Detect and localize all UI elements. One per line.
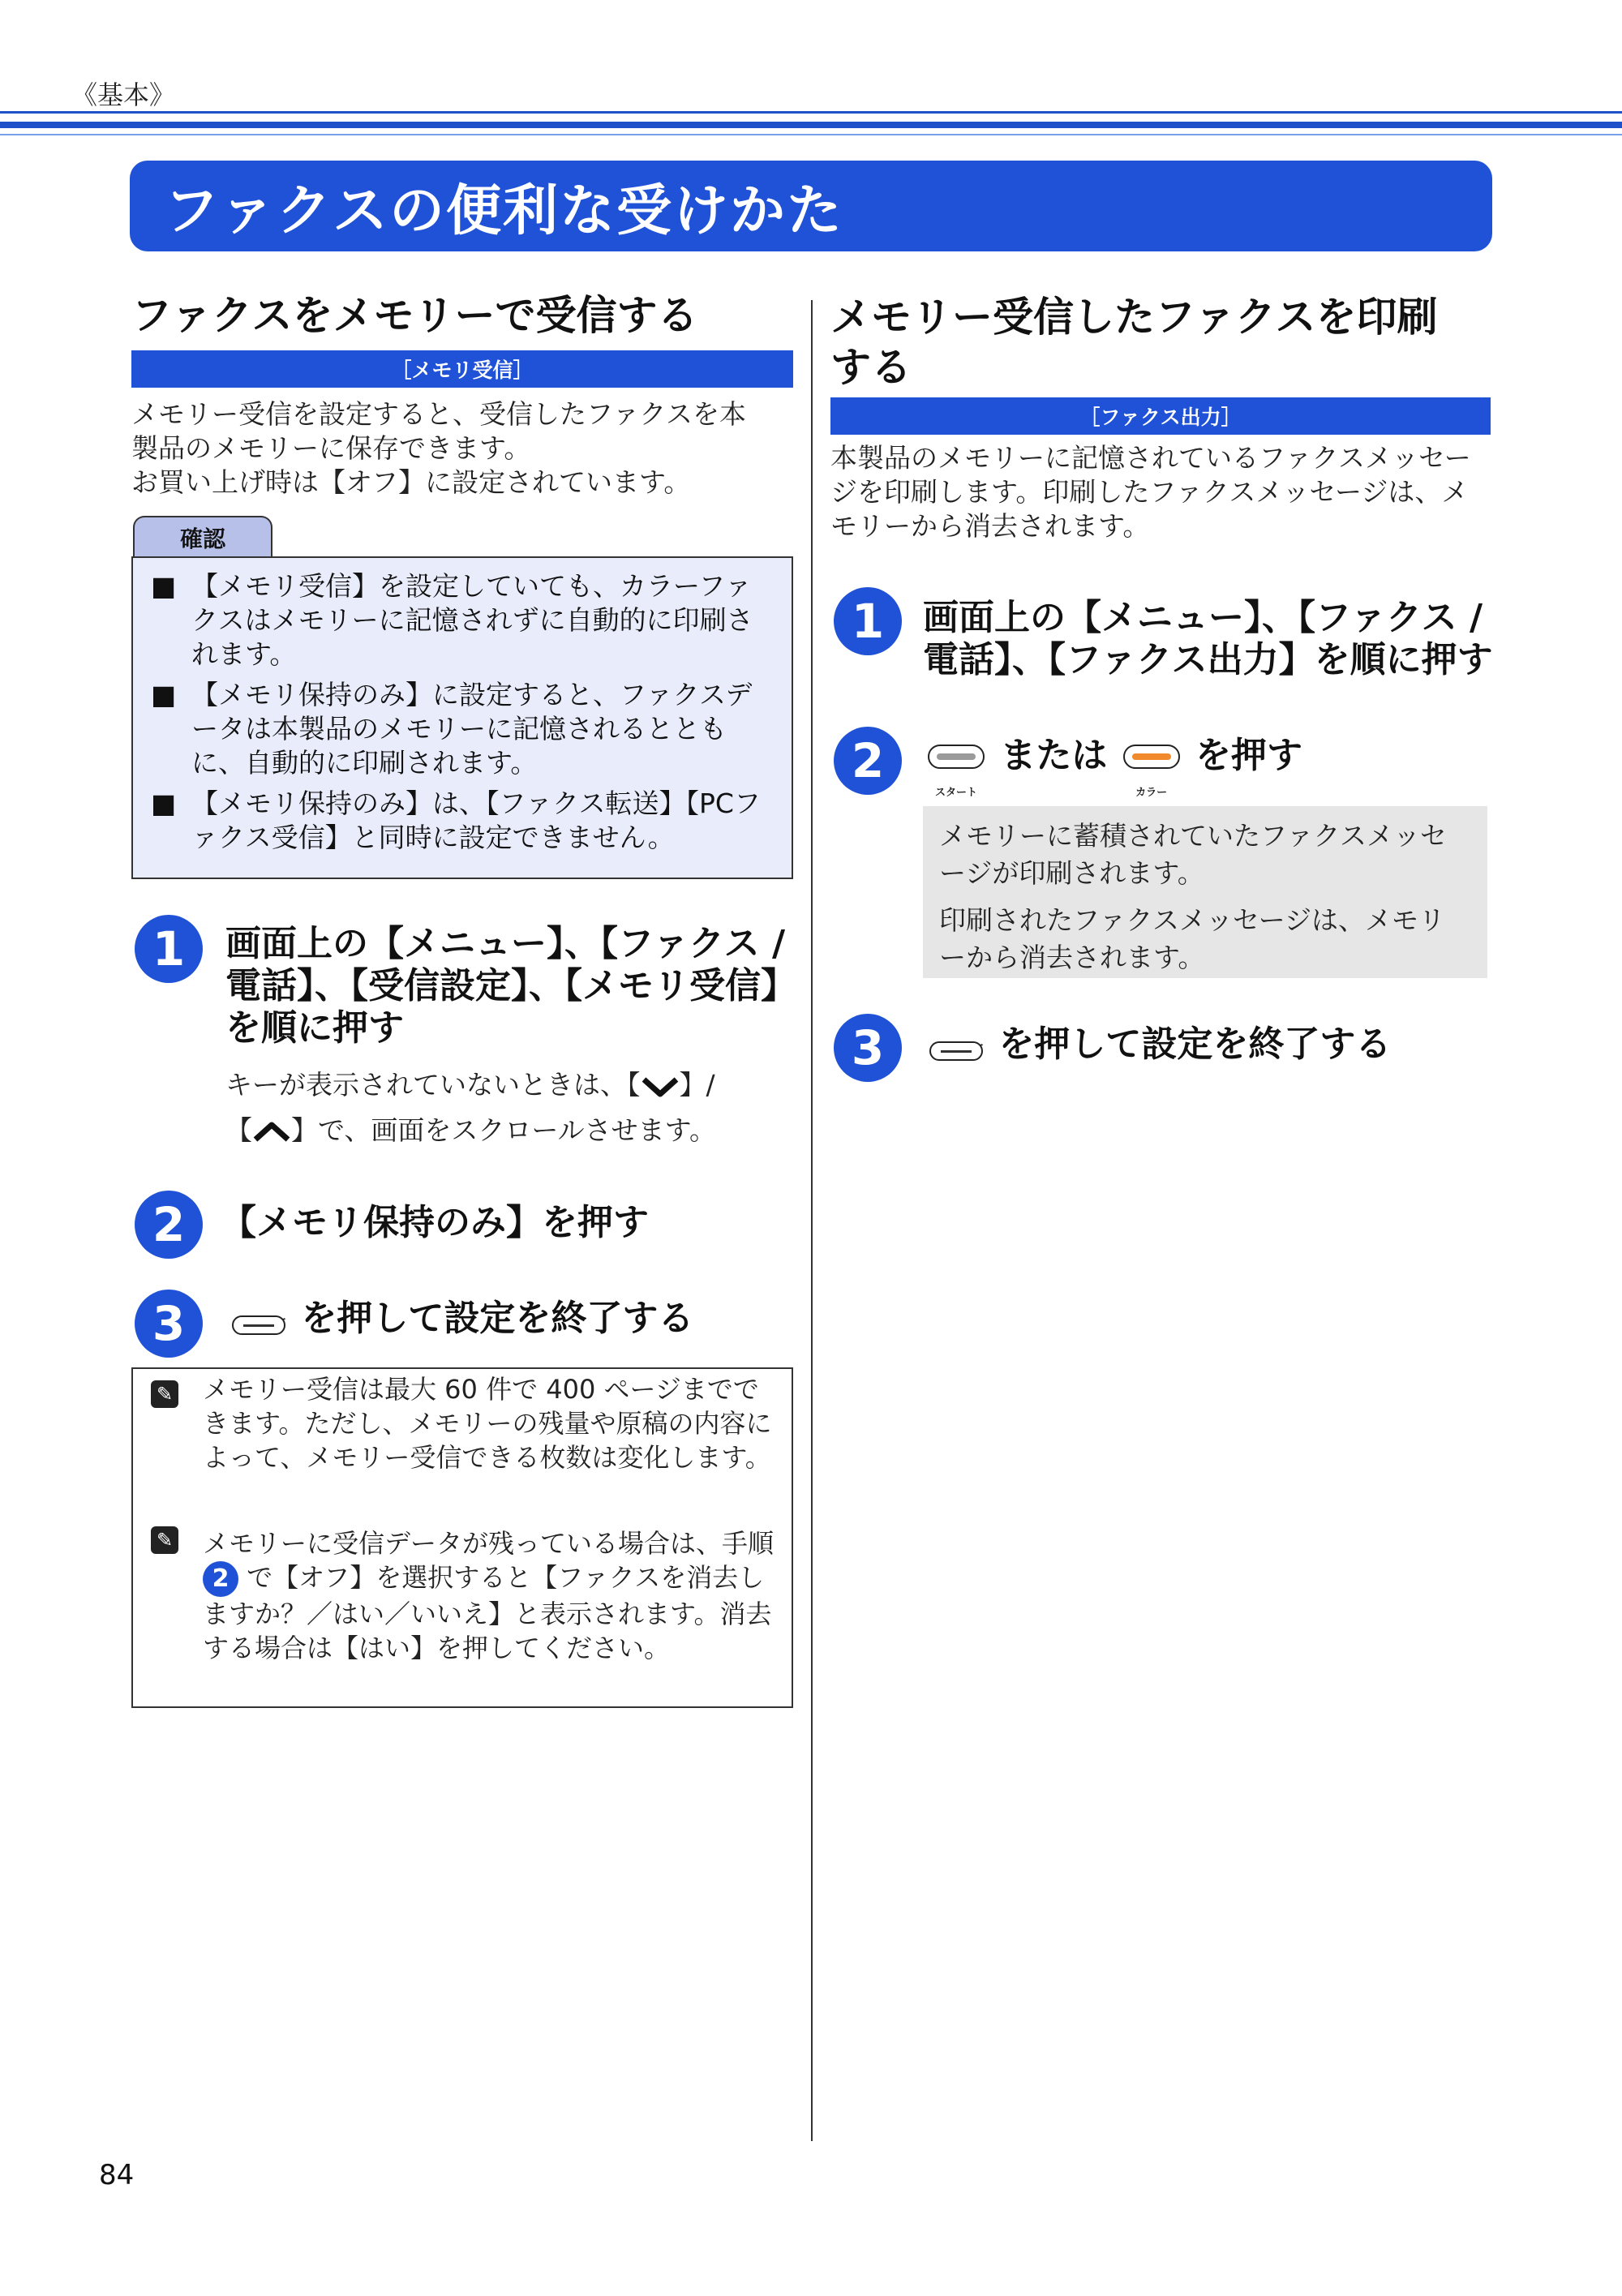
chevron-up-icon (252, 1120, 291, 1144)
confirm-item-text: 【メモリ保持のみ】は、【ファクス転送】【PCファクス受信】と同時に設定できません。 (191, 788, 761, 853)
color-key-caption-bottom: カラー (1135, 787, 1168, 799)
step-ref-2: 2 (203, 1561, 238, 1597)
mono-key-caption-bottom: スタート (934, 787, 977, 799)
step-1-text: 画面上の【メニュー】、【ファクス / 電話】、【受信設定】、【メモリ受信】を順に押す (225, 923, 786, 1049)
note-2-text-a: メモリーに受信データが残っている場合は、手順 (203, 1528, 775, 1559)
key-pill (929, 1041, 983, 1061)
header-rule-bottom (0, 134, 1622, 135)
breadcrumb: 《基本》 (71, 79, 176, 110)
heading-line: メモリー受信したファクスを印刷 (830, 294, 1438, 341)
page-title-bar (130, 161, 1492, 251)
header-rule-top (0, 111, 1622, 114)
page-number: 84 (99, 2159, 135, 2191)
key-pill (1123, 745, 1180, 769)
key-pill (928, 745, 985, 769)
note-2-text-b: で【オフ】を選択すると【ファクスを消去しますか？／はい／いいえ】と表示されます。消去する場合は【はい】を押してください。 (203, 1562, 772, 1663)
confirm-box (131, 556, 793, 879)
step-1-sub-b: 】/ (679, 1069, 715, 1101)
result-box (923, 806, 1487, 978)
step-number-2: 2 (834, 727, 902, 795)
step-number-3: 3 (834, 1014, 902, 1082)
confirm-item (151, 569, 775, 672)
confirm-item-text: 【メモリ受信】を設定していても、カラーファクスはメモリーに記憶されずに自動的に印刷されます。 (191, 570, 753, 670)
page-title: ファクスの便利な受けかた (164, 178, 843, 243)
bullet-square-icon: ■ (151, 570, 177, 602)
section-tag-memory-receive: ［メモリ受信］ (131, 350, 793, 388)
stop-exit-key-icon (928, 1029, 986, 1063)
intro-line: 製品のメモリーに保存できます。 (131, 432, 531, 464)
note-box (131, 1367, 793, 1708)
stop-exit-key-icon (230, 1303, 289, 1337)
right-step-3-row (928, 1024, 1495, 1066)
note-text-1: メモリー受信は最大 60 件で 400 ページまでできます。ただし、メモリーの残量や原稿の内容によって、メモリー受信できる枚数は変化します。 (203, 1374, 772, 1473)
confirm-item (151, 678, 775, 780)
step-1-sub-d: 】で、画面をスクロールさせます。 (291, 1114, 717, 1146)
confirm-item (151, 787, 775, 855)
right-step-3-text: を押して設定を終了する (998, 1024, 1392, 1065)
step-1-sub-a: キーが表示されていないときは、【 (225, 1069, 641, 1101)
result-line: 印刷されたファクスメッセージは、メモリーから消去されます。 (939, 904, 1446, 973)
color-start-key-icon (1120, 730, 1183, 799)
intro-text (131, 397, 796, 500)
right-step-1-text: 画面上の【メニュー】、【ファクス / 電話】、【ファクス出力】を順に押す (923, 597, 1493, 680)
step-number-2: 2 (135, 1191, 203, 1259)
pencil-note-icon: ✎ (151, 1380, 178, 1408)
section-heading-print-memory (830, 292, 1495, 393)
bullet-square-icon: ■ (151, 679, 177, 710)
right-intro-text: 本製品のメモリーに記憶されているファクスメッセージを印刷します。印刷したファクスメッセージは、メモリーから消去されます。 (830, 442, 1471, 542)
step-number-1: 1 (834, 587, 902, 655)
intro-line: メモリー受信を設定すると、受信したファクスを本 (131, 398, 747, 430)
bullet-square-icon: ■ (151, 788, 177, 819)
result-line: メモリーに蓄積されていたファクスメッセージが印刷されます。 (939, 820, 1448, 889)
mono-start-key-icon (925, 730, 988, 799)
key-bar (1132, 753, 1171, 760)
section-heading-memory-receive: ファクスをメモリーで受信する (131, 292, 698, 339)
confirm-tab: 確認 (133, 516, 272, 558)
key-pill (232, 1315, 285, 1335)
pencil-note-icon: ✎ (151, 1526, 178, 1554)
intro-line: お買い上げ時は【オフ】に設定されています。 (131, 466, 691, 498)
chevron-down-icon (641, 1075, 680, 1099)
column-divider (811, 300, 813, 2141)
right-step-2-mid: または (1000, 735, 1108, 776)
step-number-3: 3 (135, 1290, 203, 1358)
section-tag-fax-output: ［ファクス出力］ (830, 397, 1491, 435)
step-3-row (230, 1298, 798, 1340)
step-1-sub-c: 【 (225, 1114, 252, 1146)
step-2-text: 【メモリ保持のみ】を押す (221, 1202, 649, 1243)
key-bar (937, 753, 976, 760)
heading-line: する (830, 344, 912, 391)
confirm-item-text: 【メモリ保持のみ】に設定すると、ファクスデータは本製品のメモリーに記憶されるとともに、自動的に印刷されます。 (191, 679, 753, 779)
step-1-subtext (225, 1062, 793, 1153)
note-text-2 (203, 1526, 777, 1665)
right-step-2-end: を押す (1195, 735, 1302, 776)
step-number-1: 1 (135, 915, 203, 983)
step-3-text: を押して設定を終了する (301, 1298, 694, 1339)
right-step-2-row (925, 730, 1500, 799)
header-rule (0, 122, 1622, 128)
